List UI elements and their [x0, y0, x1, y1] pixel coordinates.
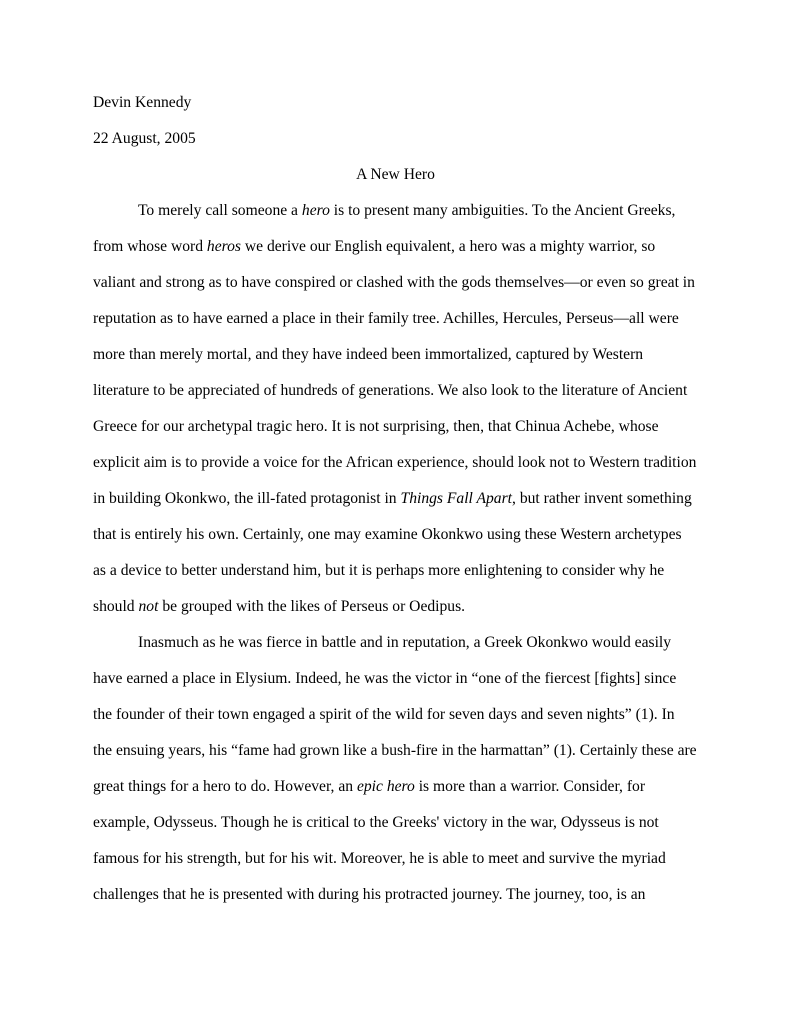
paragraph-1-line-5: more than merely mortal, and they have indeed been immortalized, captured by Western — [93, 346, 644, 363]
paragraph-2-line-7: famous for his strength, but for his wit. Moreover, he is able to meet and survive the myriad — [93, 850, 666, 867]
emphasis-hero: hero — [301, 202, 330, 219]
paragraph-1-line-1: To merely call someone a hero is to present many ambiguities. To the Ancient Greeks, — [138, 202, 676, 219]
paragraph-1-line-9: in building Okonkwo, the ill-fated protagonist in Things Fall Apart, but rather invent something — [93, 490, 692, 507]
paragraph-2-line-8: challenges that he is presented with during his protracted journey. The journey, too, is an — [93, 886, 646, 903]
paragraph-1-line-6: literature to be appreciated of hundreds of generations. We also look to the literature of Ancient — [93, 382, 688, 399]
paragraph-2-line-2: have earned a place in Elysium. Indeed, he was the victor in “one of the fiercest [fights] since — [93, 670, 677, 687]
emphasis-epic-hero: epic hero — [356, 778, 415, 795]
paragraph-1-line-12: should not be grouped with the likes of Perseus or Oedipus. — [93, 598, 466, 615]
emphasis-heros: heros — [206, 238, 241, 255]
paragraph-1-line-3: valiant and strong as to have conspired or clashed with the gods themselves—or even so great in — [93, 274, 695, 291]
paragraph-1-line-7: Greece for our archetypal tragic hero. It is not surprising, then, that Chinua Achebe, whose — [93, 418, 659, 435]
paragraph-2-line-3: the founder of their town engaged a spirit of the wild for seven days and seven nights” (1). In — [93, 706, 675, 723]
paragraph-1-line-10: that is entirely his own. Certainly, one may examine Okonkwo using these Western archetypes — [93, 526, 682, 543]
essay-title: A New Hero — [356, 166, 435, 183]
paragraph-2-line-1: Inasmuch as he was fierce in battle and in reputation, a Greek Okonkwo would easily — [138, 634, 672, 651]
paragraph-2-line-6: example, Odysseus. Though he is critical to the Greeks' victory in the war, Odysseus is not — [93, 814, 659, 831]
paragraph-1-line-4: reputation as to have earned a place in their family tree. Achilles, Hercules, Perseus—all were — [93, 310, 679, 327]
paragraph-2-line-4: the ensuing years, his “fame had grown like a bush-fire in the harmattan” (1). Certainly these are — [93, 742, 697, 759]
author-name: Devin Kennedy — [93, 94, 192, 111]
document-date: 22 August, 2005 — [93, 130, 196, 147]
paragraph-2-line-5: great things for a hero to do. However, an epic hero is more than a warrior. Consider, for — [93, 778, 646, 795]
paragraph-1-line-11: as a device to better understand him, but it is perhaps more enlightening to consider why he — [93, 562, 665, 579]
paragraph-1-line-8: explicit aim is to provide a voice for the African experience, should look not to Western tradition — [93, 454, 697, 471]
book-title-emphasis: Things Fall Apart — [400, 490, 513, 507]
paragraph-1-line-2: from whose word heros we derive our English equivalent, a hero was a mighty warrior, so — [93, 238, 656, 255]
emphasis-not: not — [138, 598, 159, 615]
